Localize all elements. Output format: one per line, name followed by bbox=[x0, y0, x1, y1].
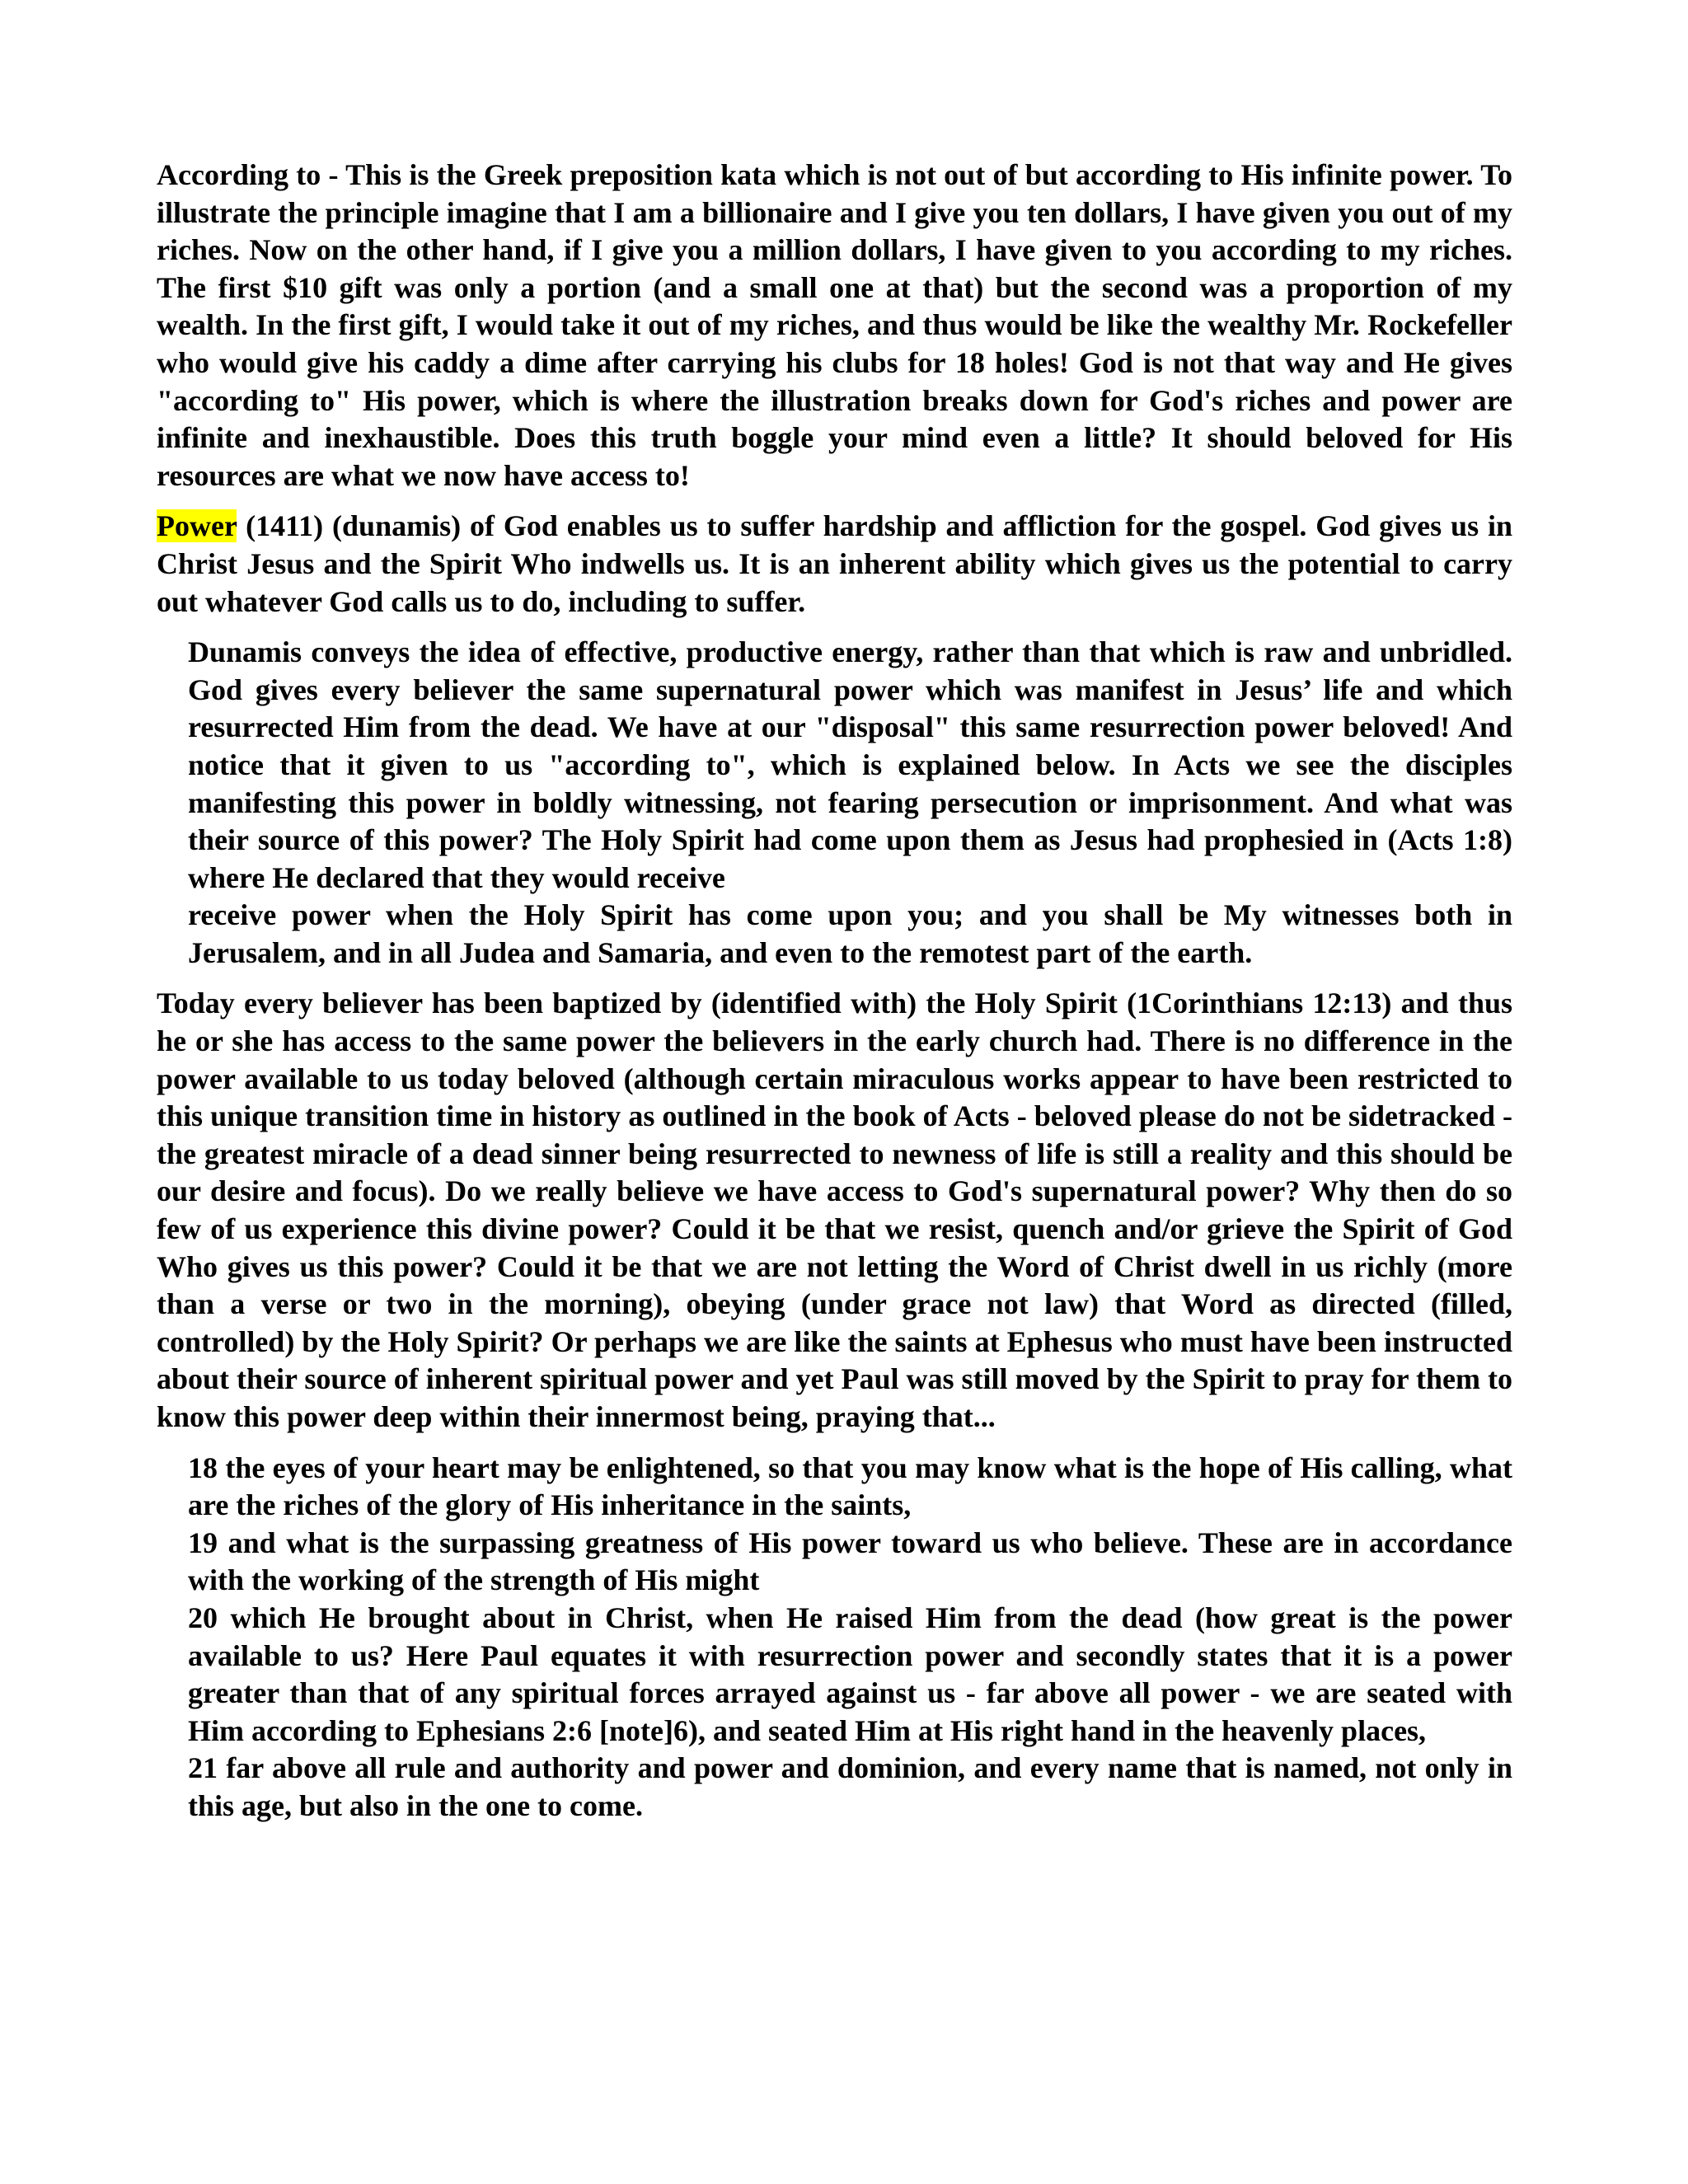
verse-18: 18 the eyes of your heart may be enlightened, so that you may know what is the hope of His calling, what are the riches of the glory of His inheritance in the saints, bbox=[188, 1451, 1512, 1522]
paragraph-today-every-believer: Today every believer has been baptized by (identified with) the Holy Spirit (1Corinthians 12:13) and thus he or she has access to the same power the believers in the early church had. There is no difference in the power available to us today beloved (although certain miraculous works appear to have been restricted to this unique transition time in history as outlined in the book of Acts - beloved please do not be sidetracked - the greatest miracle of a dead sinner being resurrected to newness of life is still a reality and this should be our desire and focus). Do we really believe we have access to God's supernatural power? Why then do so few of us experience this divine power? Could it be that we resist, quench and/or grieve the Spirit of God Who gives us this power? Could it be that we are not letting the Word of Christ dwell in us richly (more than a verse or two in the morning), obeying (under grace not law) that Word as directed (filled, controlled) by the Holy Spirit? Or perhaps we are like the saints at Ephesus who must have been instructed about their source of inherent spiritual power and yet Paul was still moved by the Spirit to pray for them to know this power deep within their innermost being, praying that... bbox=[157, 987, 1512, 1433]
verse-21: 21 far above all rule and authority and power and dominion, and every name that is named, not only in this age, but also in the one to come. bbox=[188, 1751, 1512, 1822]
quote-dunamis-body: Dunamis conveys the idea of effective, productive energy, rather than that which is raw and unbridled. God gives every believer the same supernatural power which was manifest in Jesus’ life and which resurrected Him from the dead. We have at our "disposal" this same resurrection power beloved! And notice that it given to us "according to", which is explained below. In Acts we see the disciples manifesting this power in boldly witnessing, not fearing persecution or imprisonment. And what was their source of this power? The Holy Spirit had come upon them as Jesus had prophesied in (Acts 1:8) where He declared that they would receive bbox=[188, 635, 1512, 894]
block-quote-dunamis bbox=[188, 634, 1512, 972]
highlighted-term-power: Power bbox=[157, 509, 237, 543]
paragraph-according-to: According to - This is the Greek preposition kata which is not out of but according to His infinite power. To illustrate the principle imagine that I am a billionaire and I give you ten dollars, I have given you out of my riches. Now on the other hand, if I give you a million dollars, I have given to you according to my riches. The first $10 gift was only a portion (and a small one at that) but the second was a proportion of my wealth. In the first gift, I would take it out of my riches, and thus would be like the wealthy Mr. Rockefeller who would give his caddy a dime after carrying his clubs for 18 holes! God is not that way and He gives "according to" His power, which is where the illustration breaks down for God's riches and power are infinite and inexhaustible. Does this truth boggle your mind even a little? It should beloved for His resources are what we now have access to! bbox=[157, 158, 1512, 492]
quote-acts-verse: receive power when the Holy Spirit has come upon you; and you shall be My witnesses both in Jerusalem, and in all Judea and Samaria, and even to the remotest part of the earth. bbox=[188, 898, 1512, 969]
verse-20: 20 which He brought about in Christ, when He raised Him from the dead (how great is the power available to us? Here Paul equates it with resurrection power and secondly states that it is a power greater than that of any spiritual forces arrayed against us - far above all power - we are seated with Him according to Ephesians 2:6 [note]6), and seated Him at His right hand in the heavenly places, bbox=[188, 1601, 1512, 1747]
document-page bbox=[157, 157, 1512, 1839]
paragraph-power bbox=[157, 508, 1512, 621]
block-quote-ephesians bbox=[188, 1450, 1512, 1825]
paragraph-power-text: (1411) (dunamis) of God enables us to suffer hardship and affliction for the gospel. God gives us in Christ Jesus and the Spirit Who indwells us. It is an inherent ability which gives us the potential to carry out whatever God calls us to do, including to suffer. bbox=[157, 509, 1512, 618]
verse-19: 19 and what is the surpassing greatness of His power toward us who believe. These are in accordance with the working of the strength of His might bbox=[188, 1526, 1512, 1597]
